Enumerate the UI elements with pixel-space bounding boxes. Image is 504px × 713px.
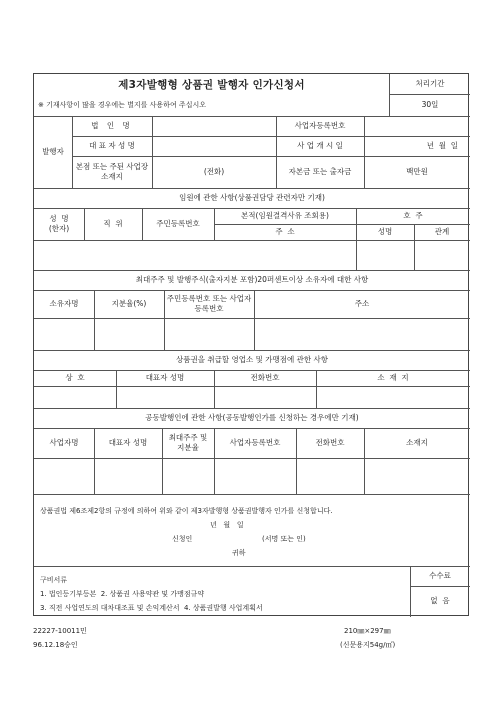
joint-reg-no-label: 사업자등록번호 xyxy=(229,437,281,447)
corporation-name-label: 법 인 명 xyxy=(91,120,133,130)
required-documents-label: 구비서류 xyxy=(40,576,68,584)
business-phone-label: 전화번호 xyxy=(250,372,280,382)
business-section-title: 상품권을 취급할 영업소 및 가맹점에 관한 사항 xyxy=(176,354,328,364)
capital-label: 자본금 또는 출자금 xyxy=(288,166,352,176)
joint-share-label: 최대주주 및 지분율 xyxy=(168,432,208,452)
shareholders-section-title: 최대주주 및 발행주식(출자지분 포함)20퍼센트이상 소유자에 대한 사항 xyxy=(135,274,369,284)
required-documents-line1: 1. 법인등기부등본 2. 상품권 사용약관 및 가맹점규약 xyxy=(40,590,205,598)
paper-size: 210㎜×297㎜ xyxy=(344,627,391,635)
officer-address-label: 주 소 xyxy=(275,226,295,236)
business-location-label: 소 재 지 xyxy=(377,372,409,382)
trade-name-label: 상 호 xyxy=(65,372,85,382)
form-number: 22227-10011민 xyxy=(33,627,87,635)
form-title: 제3자발행형 상품권 발행자 인가신청서 xyxy=(118,78,305,91)
application-form xyxy=(33,73,469,616)
paper-spec: (신문용지54g/㎡) xyxy=(340,641,396,649)
owner-id-number-label: 주민등록번호 또는 사업자등록번호 xyxy=(166,293,252,313)
capital-unit: 백만원 xyxy=(406,166,428,176)
issuer-label: 발행자 xyxy=(42,146,64,156)
officer-position-label: 직 위 xyxy=(103,218,123,228)
officers-section-title: 임원에 관한 사항(상품권담당 관련자만 기재) xyxy=(179,192,325,202)
owner-name-label: 소유자명 xyxy=(49,298,79,308)
processing-period-label: 처리기간 xyxy=(415,78,445,88)
business-rep-name-label: 대표자 성명 xyxy=(145,372,185,382)
officer-resident-no-label: 주민등록번호 xyxy=(156,218,200,228)
share-ratio-label: 지분율(%) xyxy=(111,298,147,308)
joint-location-label: 소재지 xyxy=(406,437,428,447)
phone-label: (전화) xyxy=(203,166,225,176)
fee-value: 없 음 xyxy=(430,596,450,606)
representative-name-label: 대 표 자 성 명 xyxy=(89,140,135,150)
form-note: ※ 기재사항이 많을 경우에는 별지를 사용하여 주십시오 xyxy=(38,101,206,109)
officer-domicile-label: 본적(임원결격사유 조회용) xyxy=(241,210,329,220)
signature-label: (서명 또는 인) xyxy=(262,535,306,543)
processing-period-value: 30일 xyxy=(421,99,439,109)
owner-address-label: 주소 xyxy=(354,298,370,308)
household-relation-label: 관계 xyxy=(434,226,450,236)
fee-label: 수수료 xyxy=(429,570,451,580)
business-start-date-label: 사 업 개 시 일 xyxy=(297,140,343,150)
officer-name-label: 성 명 (한자) xyxy=(48,213,70,233)
declaration-date: 년 월 일 xyxy=(210,521,244,529)
head-office-address-label: 본점 또는 주된 사업장 소재지 xyxy=(75,161,149,181)
business-start-date-value: 년 월 일 xyxy=(426,140,458,150)
required-documents-line2: 3. 직전 사업연도의 대차대조표 및 손익계산서 4. 상품권발행 사업계획서 xyxy=(40,604,263,612)
joint-phone-label: 전화번호 xyxy=(315,437,345,447)
addressee-label: 귀하 xyxy=(232,549,246,557)
joint-section-title: 공동발행인에 관한 사항(공동발행인가를 신청하는 경우에만 기재) xyxy=(145,412,359,422)
business-reg-no-label: 사업자등록번호 xyxy=(294,120,346,130)
applicant-label: 신청인 xyxy=(172,535,193,543)
declaration-text: 상품권법 제6조제2항의 규정에 의하여 위와 같이 제3자발행형 상품권발행자 인가를 신청합니다. xyxy=(40,507,333,515)
joint-company-label: 사업자명 xyxy=(49,437,79,447)
household-head-name-label: 성명 xyxy=(377,226,393,236)
household-head-label: 호 주 xyxy=(403,210,423,220)
joint-rep-name-label: 대표자 성명 xyxy=(108,437,148,447)
approval-date: 96.12.18승인 xyxy=(33,641,78,649)
